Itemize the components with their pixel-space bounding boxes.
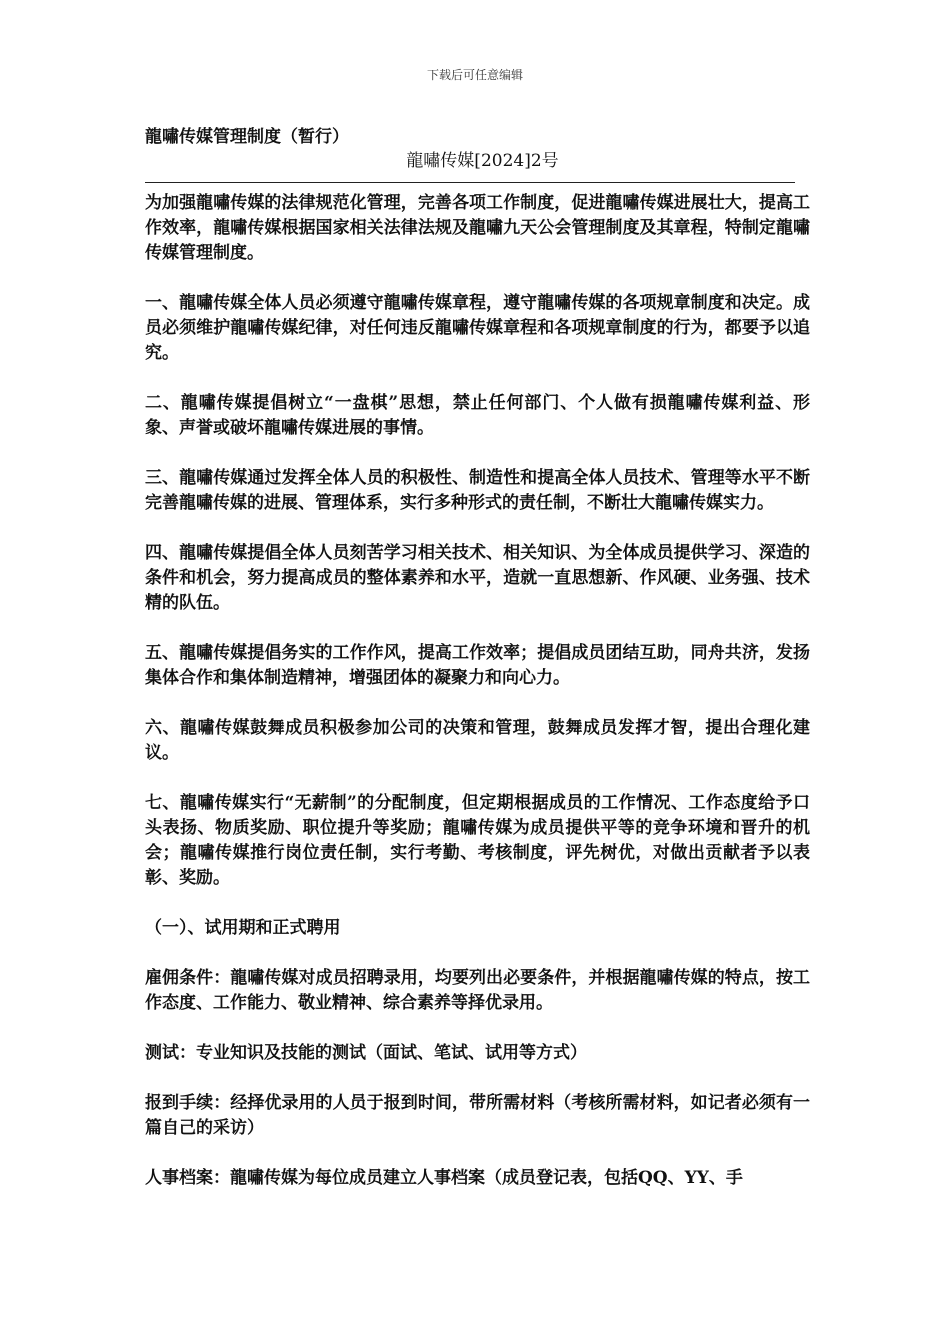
- header-note: 下载后可任意编辑: [426, 68, 523, 82]
- document-number: 龍嘯传媒[2024]2号: [406, 151, 559, 171]
- paragraph-article-1: 一、龍嘯传媒全体人员必须遵守龍嘯传媒章程，遵守龍嘯传媒的各项规章制度和决定。成员必须维护龍嘯传媒纪律，对任何违反龍嘯传媒章程和各项规章制度的行为，都要予以追究。: [145, 293, 810, 363]
- paragraph-article-4: 四、龍嘯传媒提倡全体人员刻苦学习相关技术、相关知识、为全体成员提供学习、深造的条件和机会，努力提高成员的整体素养和水平，造就一直思想新、作风硬、业务强、技术精的队伍。: [145, 543, 810, 613]
- section-heading-probation: （一）、试用期和正式聘用: [145, 918, 341, 938]
- paragraph-article-7: 七、龍嘯传媒实行“无薪制”的分配制度，但定期根据成员的工作情况、工作态度给予口头表扬、物质奖励、职位提升等奖励；龍嘯传媒为成员提供平等的竞争环境和晋升的机会；龍嘯传媒推行岗位责任制，实行考勤、考核制度，评先树优，对做出贡献者予以表彰、奖励。: [145, 793, 810, 888]
- document-body: [145, 125, 810, 1191]
- title-divider: [145, 182, 795, 183]
- paragraph-testing: 测试：专业知识及技能的测试（面试、笔试、试用等方式）: [145, 1043, 587, 1063]
- paragraph-article-5: 五、龍嘯传媒提倡务实的工作作风，提高工作效率；提倡成员团结互助，同舟共济，发扬集体合作和集体制造精神，增强团体的凝聚力和向心力。: [145, 643, 810, 688]
- paragraph-intro: 为加强龍嘯传媒的法律规范化管理，完善各项工作制度，促进龍嘯传媒进展壮大，提高工作效率，龍嘯传媒根据国家相关法律法规及龍嘯九天公会管理制度及其章程，特制定龍嘯传媒管理制度。: [145, 193, 810, 263]
- document-title: 龍嘯传媒管理制度（暂行）: [145, 127, 349, 147]
- paragraph-article-2: 二、龍嘯传媒提倡树立“一盘棋”思想，禁止任何部门、个人做有损龍嘯传媒利益、形象、声誉或破坏龍嘯传媒进展的事情。: [145, 393, 810, 438]
- paragraph-hiring-conditions: 雇佣条件：龍嘯传媒对成员招聘录用，均要列出必要条件，并根据龍嘯传媒的特点，按工作态度、工作能力、敬业精神、综合素养等择优录用。: [145, 968, 810, 1013]
- paragraph-registration: 报到手续：经择优录用的人员于报到时间，带所需材料（考核所需材料，如记者必须有一篇自己的采访）: [145, 1093, 810, 1138]
- paragraph-personnel-files: 人事档案：龍嘯传媒为每位成员建立人事档案（成员登记表，包括QQ、YY、手: [145, 1168, 743, 1188]
- paragraph-article-6: 六、龍嘯传媒鼓舞成员积极参加公司的决策和管理，鼓舞成员发挥才智，提出合理化建议。: [145, 718, 810, 763]
- paragraph-article-3: 三、龍嘯传媒通过发挥全体人员的积极性、制造性和提高全体人员技术、管理等水平不断完善龍嘯传媒的进展、管理体系，实行多种形式的责任制，不断壮大龍嘯传媒实力。: [145, 468, 810, 513]
